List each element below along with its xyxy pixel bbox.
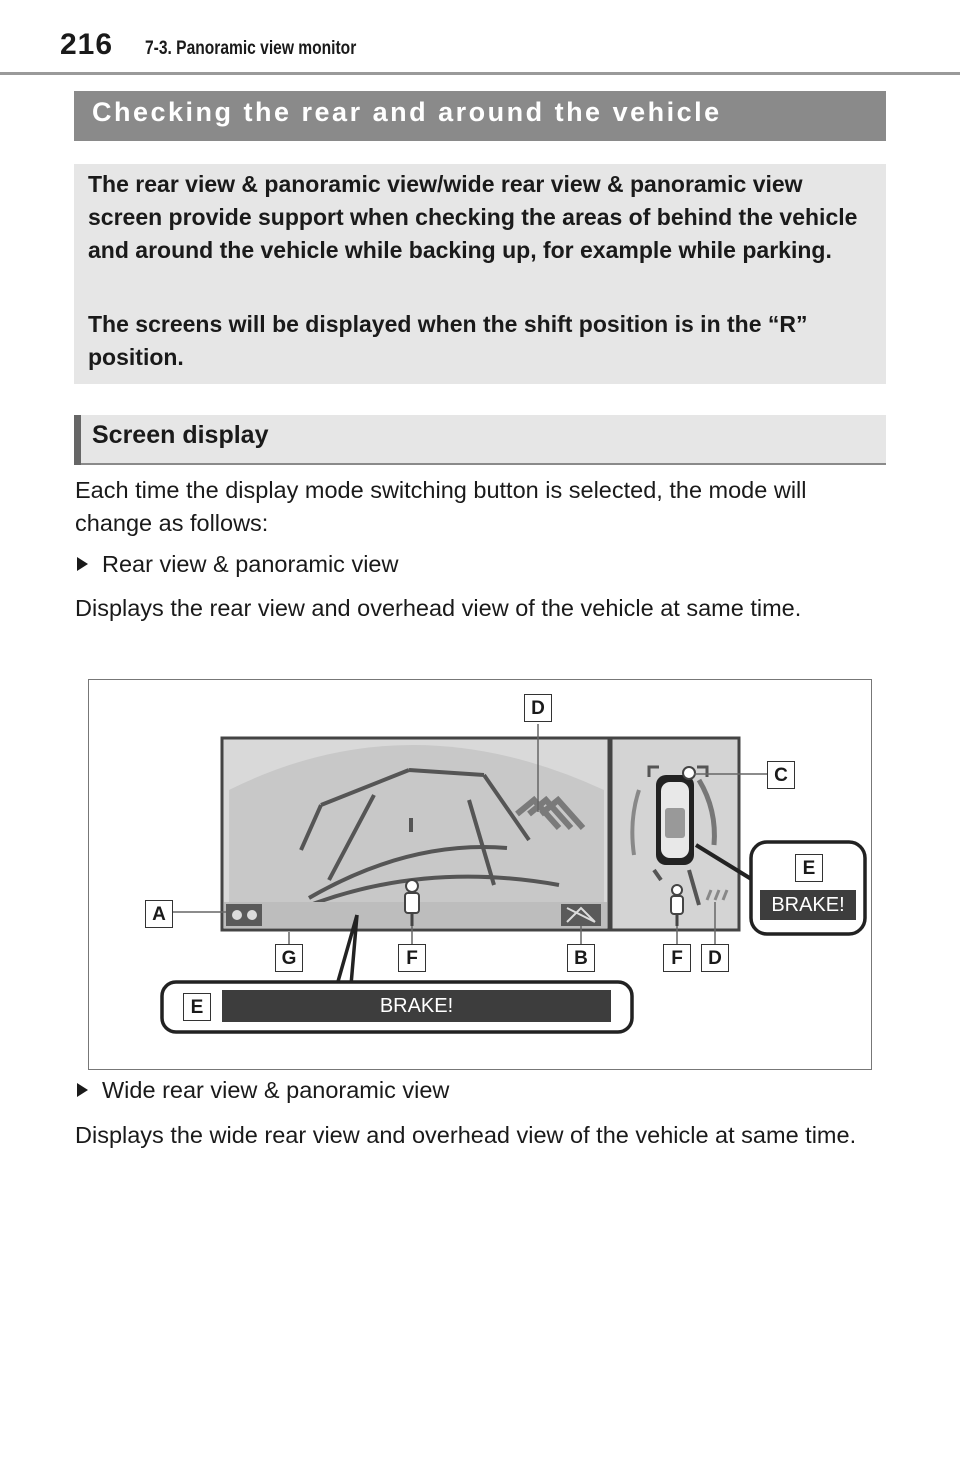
mode-intro-text: Each time the display mode switching button is selected, the mode will change as follows: <box>75 477 807 536</box>
callout-A: A <box>145 900 173 928</box>
sensor-indicator <box>683 767 695 779</box>
item-description: Displays the wide rear view and overhead view of the vehicle at same time. <box>75 1122 857 1148</box>
item-title: Wide rear view & panoramic view <box>102 1077 450 1103</box>
section-title: Checking the rear and around the vehicle <box>92 97 722 127</box>
section-reference: 7-3. Panoramic view monitor <box>145 38 357 59</box>
callout-G: G <box>275 944 303 972</box>
screen-display-figure <box>88 679 872 1070</box>
callout-F-main: F <box>398 944 426 972</box>
list-item-title <box>77 1077 449 1104</box>
callout-B: B <box>567 944 595 972</box>
triangle-bullet-icon <box>77 1083 88 1097</box>
item-title: Rear view & panoramic view <box>102 551 399 577</box>
brake-warning-bottom: BRAKE! <box>222 990 611 1022</box>
sensor-icon-right <box>247 910 257 920</box>
vehicle-cabin <box>665 808 685 838</box>
pedestrian-icon-body <box>405 893 419 913</box>
brake-warning-right: BRAKE! <box>760 890 856 920</box>
callout-C: C <box>767 761 795 789</box>
subsection-title: Screen display <box>92 421 269 449</box>
callout-D-bottom: D <box>701 944 729 972</box>
intro-paragraph-2: The screens will be displayed when the shift position is in the “R” position. <box>88 311 808 370</box>
callout-E-bottom: E <box>183 993 211 1021</box>
pedestrian-icon-small-body <box>671 896 683 914</box>
list-item-title <box>77 551 398 578</box>
header-rule <box>0 72 960 75</box>
pedestrian-icon-head <box>406 880 418 892</box>
callout-F-pan: F <box>663 944 691 972</box>
item-description: Displays the rear view and overhead view of the vehicle at same time. <box>75 595 802 621</box>
sensor-icon-left <box>232 910 242 920</box>
pedestrian-icon-small-head <box>672 885 682 895</box>
intro-paragraph-1: The rear view & panoramic view/wide rear view & panoramic view screen provide support when checking the areas of behind the vehicle and around the vehicle while backing up, for example while parking. <box>88 171 858 263</box>
subsection-accent <box>74 415 81 465</box>
callout-D-top: D <box>524 694 552 722</box>
callout-E-right: E <box>795 854 823 882</box>
triangle-bullet-icon <box>77 557 88 571</box>
page-number: 216 <box>60 28 114 61</box>
